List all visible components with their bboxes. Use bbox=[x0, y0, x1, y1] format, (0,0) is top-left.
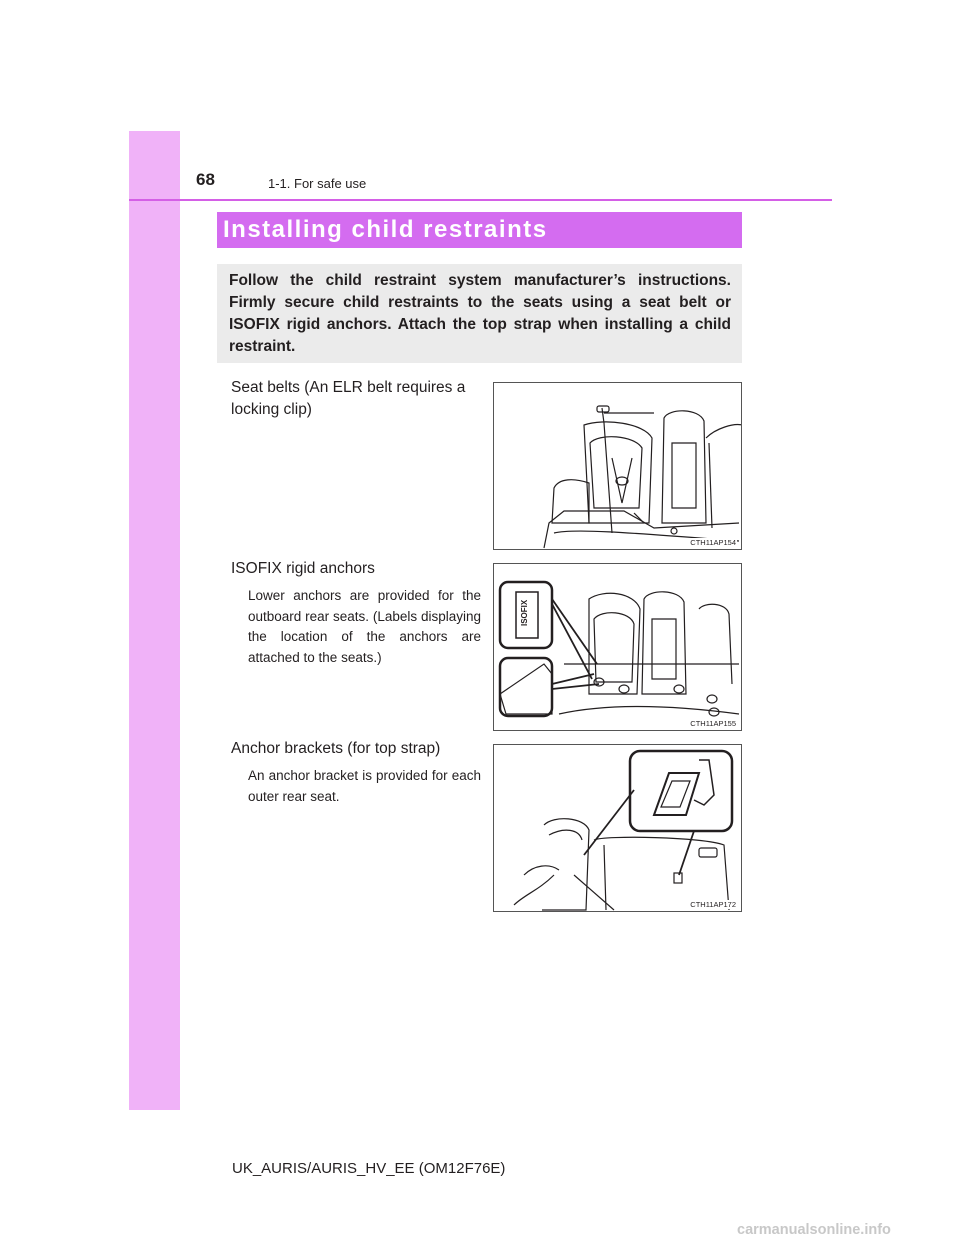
figure-code: CTH11AP155 bbox=[690, 719, 736, 728]
item-heading: Seat belts (An ELR belt requires a locking clip) bbox=[231, 379, 466, 418]
figure-code: CTH11AP172 bbox=[690, 900, 736, 909]
header-divider bbox=[129, 199, 832, 201]
figure-code: CTH11AP154 bbox=[690, 538, 736, 547]
item-body: An anchor bracket is provided for each outer rear seat. bbox=[248, 768, 481, 804]
section-reference: 1-1. For safe use bbox=[268, 176, 367, 191]
item-heading: ISOFIX rigid anchors bbox=[231, 560, 375, 577]
item-isofix bbox=[231, 558, 481, 668]
item-body: Lower anchors are provided for the outboard rear seats. (Labels displaying the location of the anchors are attached to the seats.) bbox=[248, 588, 481, 665]
chapter-side-tab bbox=[129, 131, 180, 1110]
intro-text: Follow the child restraint system manufacturer’s instructions. Firmly secure child restraints to the seats using a seat belt or ISOFIX rigid anchors. Attach the top strap when installing a child restraint. bbox=[229, 272, 731, 355]
page-number: 68 bbox=[196, 170, 215, 189]
anchor-bracket-illustration bbox=[494, 745, 742, 912]
page-title: Installing child restraints bbox=[217, 212, 742, 248]
isofix-anchor-illustration bbox=[494, 564, 742, 731]
footer-model-code: UK_AURIS/AURIS_HV_EE (OM12F76E) bbox=[232, 1160, 506, 1177]
item-seat-belts bbox=[231, 377, 481, 421]
figure-seat-belt-install bbox=[493, 382, 742, 550]
child-seat-belt-illustration bbox=[494, 383, 742, 550]
watermark: carmanualsonline.info bbox=[737, 1222, 891, 1238]
item-heading: Anchor brackets (for top strap) bbox=[231, 740, 441, 757]
intro-box bbox=[217, 264, 742, 363]
figure-isofix-anchors bbox=[493, 563, 742, 731]
figure-anchor-brackets bbox=[493, 744, 742, 912]
item-anchor-brackets bbox=[231, 738, 481, 807]
isofix-label: ISOFIX bbox=[520, 599, 529, 626]
